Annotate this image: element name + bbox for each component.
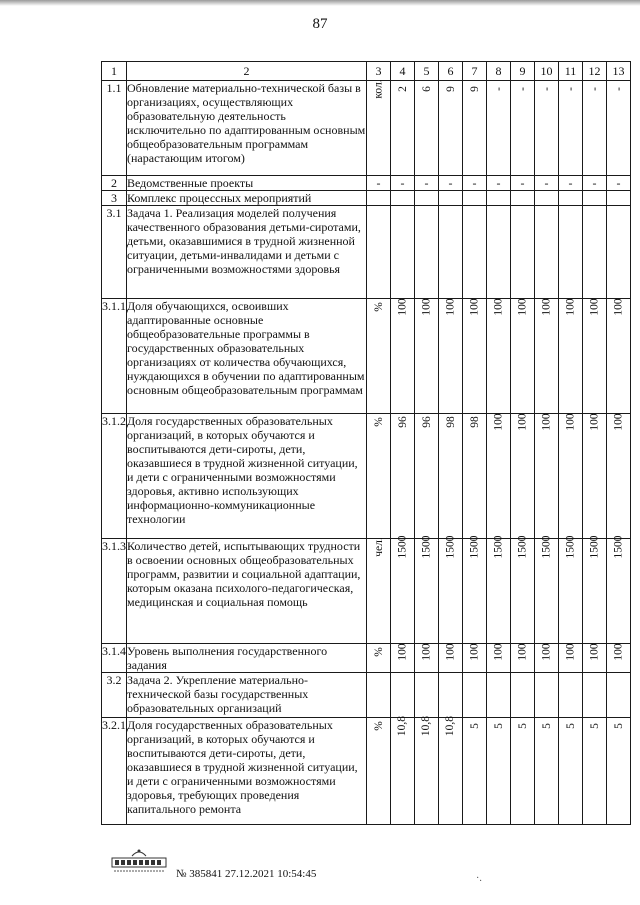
row-number: 1.1 <box>102 81 127 176</box>
indicator-value: - <box>472 176 477 190</box>
indicator-value: - <box>448 176 453 190</box>
value-cell <box>559 176 583 191</box>
header-row <box>102 62 631 81</box>
value-cell <box>583 81 607 176</box>
value-cell <box>607 535 631 644</box>
header-cell: 8 <box>487 62 511 81</box>
value-cell <box>511 81 535 176</box>
indicator-value: 100 <box>612 298 625 316</box>
value-cell <box>511 718 535 825</box>
value-cell <box>607 414 631 539</box>
unit-cell <box>367 191 391 206</box>
value-cell <box>535 414 559 539</box>
indicator-value: 100 <box>540 413 553 431</box>
header-cell: 12 <box>583 62 607 81</box>
value-cell <box>463 191 487 206</box>
value-cell <box>607 176 631 191</box>
indicator-value: - <box>588 87 601 91</box>
value-cell <box>583 644 607 673</box>
indicator-value: - <box>492 87 505 91</box>
value-cell <box>535 299 559 414</box>
indicator-value: 100 <box>612 643 625 661</box>
value-cell <box>487 299 511 414</box>
unit-cell <box>367 539 391 644</box>
indicator-value: - <box>424 176 429 190</box>
indicator-value: 1500 <box>468 535 481 559</box>
value-cell <box>559 414 583 539</box>
value-cell <box>487 535 511 644</box>
value-cell <box>583 718 607 825</box>
header-cell: 2 <box>127 62 367 81</box>
value-cell <box>487 718 511 825</box>
indicator-value: 100 <box>516 298 529 316</box>
value-cell <box>511 191 535 206</box>
row-number: 3.2 <box>102 673 127 718</box>
indicator-name: Количество детей, испытывающих трудности в освоении основных общеобразовательных программ, развитии и социальной адаптации, которым оказана психолого-педагогическая, медицинская и социальная помощь <box>127 539 367 644</box>
indicator-value: 1500 <box>516 535 529 559</box>
value-cell <box>415 191 439 206</box>
value-cell <box>535 206 559 299</box>
value-cell <box>487 81 511 176</box>
indicator-value: 100 <box>516 413 529 431</box>
header-cell: 5 <box>415 62 439 81</box>
value-cell <box>415 176 439 191</box>
indicator-value: 1500 <box>540 535 553 559</box>
indicator-value: 5 <box>492 723 505 729</box>
indicator-value: - <box>568 176 573 190</box>
value-cell <box>463 176 487 191</box>
indicator-value: 5 <box>540 723 553 729</box>
value-cell <box>535 535 559 644</box>
indicator-value: 100 <box>540 643 553 661</box>
indicator-name: Комплекс процессных мероприятий <box>127 191 367 206</box>
value-cell <box>559 299 583 414</box>
value-cell <box>559 81 583 176</box>
header-cell: 3 <box>367 62 391 81</box>
indicator-value: 96 <box>396 416 409 428</box>
unit-cell <box>367 81 391 176</box>
value-cell <box>391 673 415 718</box>
value-cell <box>583 299 607 414</box>
indicator-value: 100 <box>492 413 505 431</box>
indicator-value: 96 <box>420 416 433 428</box>
value-cell <box>391 414 415 539</box>
table-row <box>102 81 631 176</box>
indicator-name: Задача 1. Реализация моделей получения качественного образования детьми-сиротами, детьми, оказавшимися в трудной жизненной ситуации, детьми-инвалидами и детьми с ограниченными возможностями здоровья <box>127 206 367 299</box>
value-cell <box>535 176 559 191</box>
table-row <box>102 176 631 191</box>
value-cell <box>559 206 583 299</box>
value-cell <box>511 414 535 539</box>
indicator-value: - <box>564 87 577 91</box>
indicator-value: 100 <box>564 298 577 316</box>
indicator-value: 100 <box>564 643 577 661</box>
indicator-value: 2 <box>396 86 409 92</box>
value-cell <box>535 718 559 825</box>
indicator-value: 100 <box>444 643 457 661</box>
indicator-value: - <box>544 176 549 190</box>
value-cell <box>511 644 535 673</box>
value-cell <box>583 176 607 191</box>
header-cell: 11 <box>559 62 583 81</box>
value-cell <box>607 191 631 206</box>
indicators-table <box>101 61 631 825</box>
scan-edge <box>0 0 640 6</box>
value-cell <box>607 206 631 299</box>
scan-mark: ·. <box>476 873 482 884</box>
value-cell <box>391 191 415 206</box>
indicator-value: 100 <box>444 298 457 316</box>
indicator-value: 9 <box>468 86 481 92</box>
indicator-value: 5 <box>612 723 625 729</box>
value-cell <box>511 673 535 718</box>
header-cell: 1 <box>102 62 127 81</box>
indicator-value: 98 <box>444 416 457 428</box>
value-cell <box>511 206 535 299</box>
indicator-value: 100 <box>396 643 409 661</box>
indicator-value: 10,8 <box>396 715 409 737</box>
indicator-value: 100 <box>420 643 433 661</box>
value-cell <box>511 176 535 191</box>
table-row <box>102 414 631 539</box>
value-cell <box>415 535 439 644</box>
header-cell: 9 <box>511 62 535 81</box>
indicator-value: 6 <box>420 86 433 92</box>
indicator-value: 1500 <box>564 535 577 559</box>
row-number: 3.1.1 <box>102 299 127 414</box>
indicator-value: 1500 <box>444 535 457 559</box>
value-cell <box>607 718 631 825</box>
row-number: 3 <box>102 191 127 206</box>
value-cell <box>463 718 487 825</box>
value-cell <box>391 206 415 299</box>
value-cell <box>511 299 535 414</box>
indicator-value: 100 <box>468 298 481 316</box>
value-cell <box>535 644 559 673</box>
indicator-value: - <box>540 87 553 91</box>
table-row <box>102 673 631 718</box>
value-cell <box>415 206 439 299</box>
value-cell <box>439 191 463 206</box>
header-cell: 6 <box>439 62 463 81</box>
value-cell <box>391 535 415 644</box>
value-cell <box>583 673 607 718</box>
unit-value: - <box>376 176 381 190</box>
value-cell <box>391 644 415 673</box>
row-number: 3.1.3 <box>102 539 127 644</box>
indicator-value: 100 <box>468 643 481 661</box>
row-number: 2 <box>102 176 127 191</box>
indicator-value: 1500 <box>612 535 625 559</box>
indicator-value: 1500 <box>492 535 505 559</box>
value-cell <box>463 299 487 414</box>
value-cell <box>391 715 415 825</box>
indicator-value: 1500 <box>420 535 433 559</box>
unit-value: чел. <box>372 537 385 557</box>
row-number: 3.1.4 <box>102 644 127 673</box>
value-cell <box>607 644 631 673</box>
value-cell <box>463 535 487 644</box>
header-cell: 10 <box>535 62 559 81</box>
unit-value: % <box>372 647 385 657</box>
value-cell <box>487 414 511 539</box>
registry-stamp <box>110 846 168 876</box>
value-cell <box>583 414 607 539</box>
value-cell <box>463 673 487 718</box>
value-cell <box>559 535 583 644</box>
value-cell <box>511 535 535 644</box>
row-number: 3.1.2 <box>102 414 127 539</box>
value-cell <box>415 299 439 414</box>
indicator-value: 5 <box>588 723 601 729</box>
indicator-value: - <box>516 87 529 91</box>
value-cell <box>415 81 439 176</box>
row-number: 3.2.1 <box>102 718 127 825</box>
indicator-value: - <box>400 176 405 190</box>
value-cell <box>415 715 439 825</box>
value-cell <box>463 644 487 673</box>
header-cell: 13 <box>607 62 631 81</box>
value-cell <box>391 176 415 191</box>
value-cell <box>415 414 439 539</box>
value-cell <box>439 644 463 673</box>
indicator-value: 100 <box>612 413 625 431</box>
indicator-value: 100 <box>564 413 577 431</box>
indicator-name: Доля государственных образовательных организаций, в которых обучаются и воспитываются дети-сироты, дети, оказавшиеся в трудной жизненной ситуации, и дети с ограниченными возможностями здоровья, активно использующих информационно-коммуникационные технологии <box>127 414 367 539</box>
indicator-value: 9 <box>444 86 457 92</box>
header-cell: 7 <box>463 62 487 81</box>
value-cell <box>583 191 607 206</box>
indicator-value: - <box>592 176 597 190</box>
value-cell <box>439 299 463 414</box>
value-cell <box>415 644 439 673</box>
indicator-name: Доля обучающихся, освоивших адаптированные основные общеобразовательные программы в государственных образовательных организациях от количества обучающихся, нуждающихся в обучении по адаптированным основным общеобразовательным программам <box>127 299 367 414</box>
indicator-name: Обновление материально-технической базы в организациях, осуществляющих образовательную деятельность исключительно по адаптированным основным общеобразовательным программам (нарастающим итогом) <box>127 81 367 176</box>
value-cell <box>439 535 463 644</box>
value-cell <box>607 299 631 414</box>
value-cell <box>439 673 463 718</box>
value-cell <box>439 81 463 176</box>
unit-cell <box>367 673 391 718</box>
value-cell <box>607 81 631 176</box>
value-cell <box>559 191 583 206</box>
value-cell <box>559 644 583 673</box>
unit-cell <box>367 644 391 673</box>
value-cell <box>463 206 487 299</box>
value-cell <box>583 535 607 644</box>
value-cell <box>559 673 583 718</box>
indicator-value: 1500 <box>396 535 409 559</box>
unit-cell <box>367 718 391 825</box>
indicator-value: 100 <box>492 298 505 316</box>
value-cell <box>487 644 511 673</box>
value-cell <box>391 299 415 414</box>
indicator-value: - <box>612 87 625 91</box>
indicator-value: 5 <box>564 723 577 729</box>
value-cell <box>487 191 511 206</box>
indicator-value: 10,8 <box>420 715 433 737</box>
value-cell <box>487 673 511 718</box>
unit-value: % <box>372 302 385 312</box>
value-cell <box>463 81 487 176</box>
page-number: 87 <box>312 16 328 32</box>
indicator-value: - <box>520 176 525 190</box>
table-row <box>102 191 631 206</box>
value-cell <box>559 718 583 825</box>
value-cell <box>535 81 559 176</box>
indicator-name: Уровень выполнения государственного задания <box>127 644 367 673</box>
indicator-value: 98 <box>468 416 481 428</box>
unit-value: % <box>372 721 385 731</box>
table-row <box>102 206 631 299</box>
unit-cell <box>367 206 391 299</box>
value-cell <box>415 673 439 718</box>
unit-cell <box>367 176 391 191</box>
indicator-value: 5 <box>468 723 481 729</box>
indicator-name: Задача 2. Укрепление материально-технической базы государственных образовательных организаций <box>127 673 367 718</box>
table-row <box>102 539 631 644</box>
indicator-value: - <box>496 176 501 190</box>
indicator-value: 5 <box>516 723 529 729</box>
header-cell: 4 <box>391 62 415 81</box>
indicator-value: 100 <box>540 298 553 316</box>
unit-cell <box>367 414 391 539</box>
indicator-value: 100 <box>588 298 601 316</box>
value-cell <box>439 414 463 539</box>
value-cell <box>439 176 463 191</box>
unit-value: кол. <box>372 79 385 99</box>
table-row <box>102 299 631 414</box>
row-number: 3.1 <box>102 206 127 299</box>
indicator-value: 100 <box>420 298 433 316</box>
indicator-value: 100 <box>492 643 505 661</box>
indicator-name: Доля государственных образовательных организаций, в которых обучаются и воспитываются дети-сироты, дети, оказавшиеся в трудной жизненной ситуации, и дети с ограниченными возможностями здоровья, требующих проведения капитального ремонта <box>127 718 367 825</box>
table-row <box>102 718 631 825</box>
value-cell <box>439 715 463 825</box>
unit-value: % <box>372 417 385 427</box>
value-cell <box>535 191 559 206</box>
value-cell <box>439 206 463 299</box>
value-cell <box>583 206 607 299</box>
indicator-value: 100 <box>396 298 409 316</box>
value-cell <box>487 176 511 191</box>
value-cell <box>607 673 631 718</box>
value-cell <box>391 81 415 176</box>
document-number: № 385841 27.12.2021 10:54:45 <box>176 868 317 880</box>
value-cell <box>463 414 487 539</box>
indicator-name: Ведомственные проекты <box>127 176 367 191</box>
value-cell <box>535 673 559 718</box>
unit-cell <box>367 299 391 414</box>
indicator-value: 100 <box>588 413 601 431</box>
table-row <box>102 644 631 673</box>
value-cell <box>487 206 511 299</box>
indicator-value: 1500 <box>588 535 601 559</box>
indicator-value: - <box>616 176 621 190</box>
indicator-value: 100 <box>516 643 529 661</box>
indicator-value: 100 <box>588 643 601 661</box>
indicator-value: 10,8 <box>444 715 457 737</box>
